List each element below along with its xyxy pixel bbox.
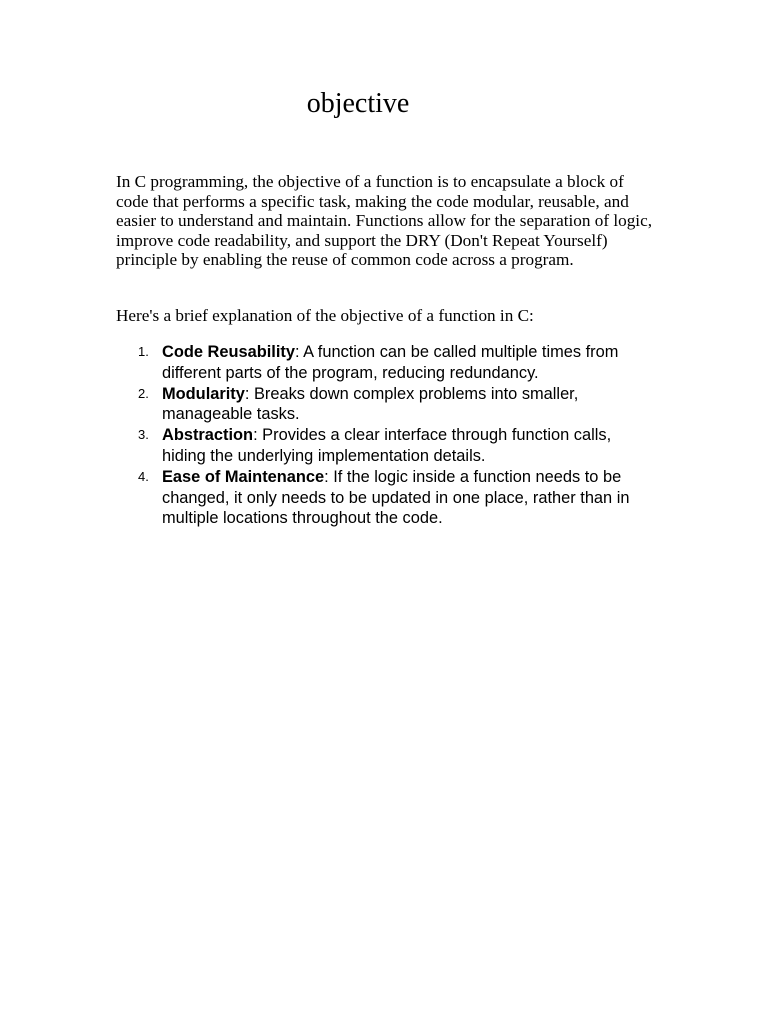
objectives-list (0, 342, 650, 529)
list-item-text: : If the logic inside a function needs to be changed, it only needs to be updated in one place, rather than in multiple locations throughout the code. (162, 467, 630, 528)
list-item-number: 4. (138, 468, 149, 484)
lead-paragraph: Here's a brief explanation of the objective of a function in C: (116, 306, 534, 325)
list-item-term: Ease of Maintenance (162, 467, 325, 486)
document-title: objective (306, 88, 410, 119)
list-item-text: : A function can be called multiple times from different parts of the program, reducing redundancy. (162, 343, 619, 382)
list-item (0, 384, 650, 426)
list-item-number: 2. (138, 385, 149, 401)
list-item-number: 1. (138, 344, 149, 359)
list-item (0, 467, 650, 529)
list-item-term: Modularity (162, 384, 245, 403)
list-item-number: 3. (138, 427, 149, 443)
list-item (0, 425, 650, 467)
list-item-text: : Provides a clear interface through function calls, hiding the underlying implementation details. (162, 426, 612, 465)
list-item-term: Abstraction (162, 426, 254, 445)
intro-paragraph: In C programming, the objective of a function is to encapsulate a block of code that performs a specific task, making the code modular, reusable, and easier to understand and maintain. Functions allow for the separation of logic, improve code readability, and support the DRY (Don't Repeat Yourself) principle by enabling the reuse of common code across a program. (116, 172, 653, 270)
list-item (0, 342, 650, 384)
list-item-term: Code Reusability (162, 343, 295, 361)
list-item-text: : Breaks down complex problems into smaller, manageable tasks. (162, 384, 579, 424)
